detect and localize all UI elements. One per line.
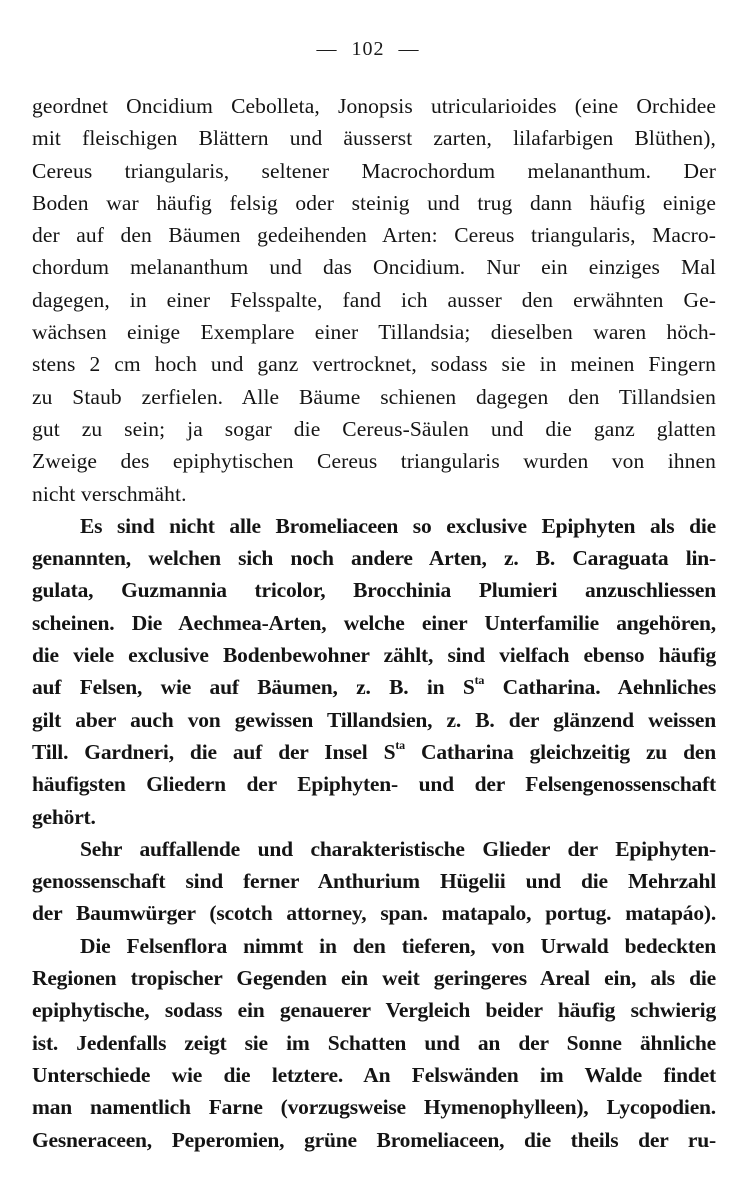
text-line: stens 2 cm hoch und ganz vertrocknet, sodass sie in meinen Fingern: [32, 352, 716, 377]
text-line: Unterschiede wie die letztere. An Felswänden im Walde findet: [32, 1062, 716, 1087]
text-line: der Baumwürger (scotch attorney, span. matapalo, portug. matapáo).: [32, 901, 716, 926]
page-number: 102: [351, 38, 385, 60]
text-line: gut zu sein; ja sogar die Cereus-Säulen und die ganz glatten: [32, 416, 716, 441]
text-line: die viele exclusive Bodenbewohner zählt, sind vielfach ebenso häufig: [32, 643, 716, 668]
text-line: zu Staub zerfielen. Alle Bäume schienen dagegen den Tillandsien: [32, 384, 716, 409]
body-text: [32, 90, 716, 1156]
paragraph-3: [32, 833, 716, 930]
text-line: mit fleischigen Blättern und äusserst zarten, lilafarbigen Blüthen),: [32, 126, 716, 151]
text-line: dagegen, in einer Felsspalte, fand ich ausser den erwähnten Ge-: [32, 287, 716, 312]
text-line: nicht verschmäht.: [32, 481, 187, 506]
text-fragment: auf Felsen, wie auf Bäumen, z. B. in S: [32, 675, 475, 700]
text-line: Boden war häufig felsig oder steinig und trug dann häufig einige: [32, 190, 716, 215]
superscript: ta: [474, 673, 485, 688]
paragraph-2: [32, 510, 716, 833]
superscript: ta: [395, 737, 405, 752]
text-line: der auf den Bäumen gedeihenden Arten: Cereus triangularis, Macro-: [32, 223, 716, 248]
text-fragment: Till. Gardneri, die auf der Insel S: [32, 739, 396, 764]
text-line: geordnet Oncidium Cebolleta, Jonopsis utricularioides (eine Orchidee: [32, 94, 716, 118]
text-line: wächsen einige Exemplare einer Tillandsia; dieselben waren höch-: [32, 320, 716, 345]
page-number-header: [0, 38, 736, 61]
text-line: epiphytische, sodass ein genauerer Vergleich beider häufig schwierig: [32, 998, 716, 1023]
text-line: gilt aber auch von gewissen Tillandsien, z. B. der glänzend weissen: [32, 707, 716, 732]
text-line: chordum melananthum und das Oncidium. Nur ein einziges Mal: [32, 255, 716, 280]
text-line: gulata, Guzmannia tricolor, Brocchinia Plumieri anzuschliessen: [32, 578, 716, 603]
text-line: scheinen. Die Aechmea-Arten, welche einer Unterfamilie angehören,: [32, 610, 716, 635]
text-line: Cereus triangularis, seltener Macrochordum melananthum. Der: [32, 158, 716, 183]
text-line: Sehr auffallende und charakteristische Glieder der Epiphyten-: [80, 836, 716, 861]
text-line: häufigsten Gliedern der Epiphyten- und der Felsengenossenschaft: [32, 772, 716, 797]
text-line: [32, 671, 716, 703]
right-dash: —: [398, 38, 420, 60]
paragraph-4: [32, 930, 716, 1156]
text-line: gehört.: [32, 804, 96, 829]
text-line: man namentlich Farne (vorzugsweise Hymenophylleen), Lycopodien.: [32, 1095, 716, 1120]
left-dash: —: [316, 38, 338, 60]
text-fragment: Catharina. Aehnliches: [484, 675, 717, 700]
text-line: genannten, welchen sich noch andere Arten, z. B. Caraguata lin-: [32, 546, 716, 571]
text-line: Zweige des epiphytischen Cereus triangularis wurden von ihnen: [32, 449, 716, 474]
paragraph-1: [32, 90, 716, 510]
text-line: Gesneraceen, Peperomien, grüne Bromeliaceen, die theils der ru-: [32, 1127, 716, 1152]
text-line: Die Felsenflora nimmt in den tieferen, von Urwald bedeckten: [80, 933, 716, 958]
text-line: Regionen tropischer Gegenden ein weit geringeres Areal ein, als die: [32, 966, 716, 991]
text-line: [32, 736, 716, 768]
text-fragment: Catharina gleichzeitig zu den: [404, 739, 716, 764]
text-line: Es sind nicht alle Bromeliaceen so exclusive Epiphyten als die: [80, 513, 716, 538]
text-line: genossenschaft sind ferner Anthurium Hügelii und die Mehrzahl: [32, 869, 716, 894]
text-line: ist. Jedenfalls zeigt sie im Schatten und an der Sonne ähnliche: [32, 1030, 716, 1055]
